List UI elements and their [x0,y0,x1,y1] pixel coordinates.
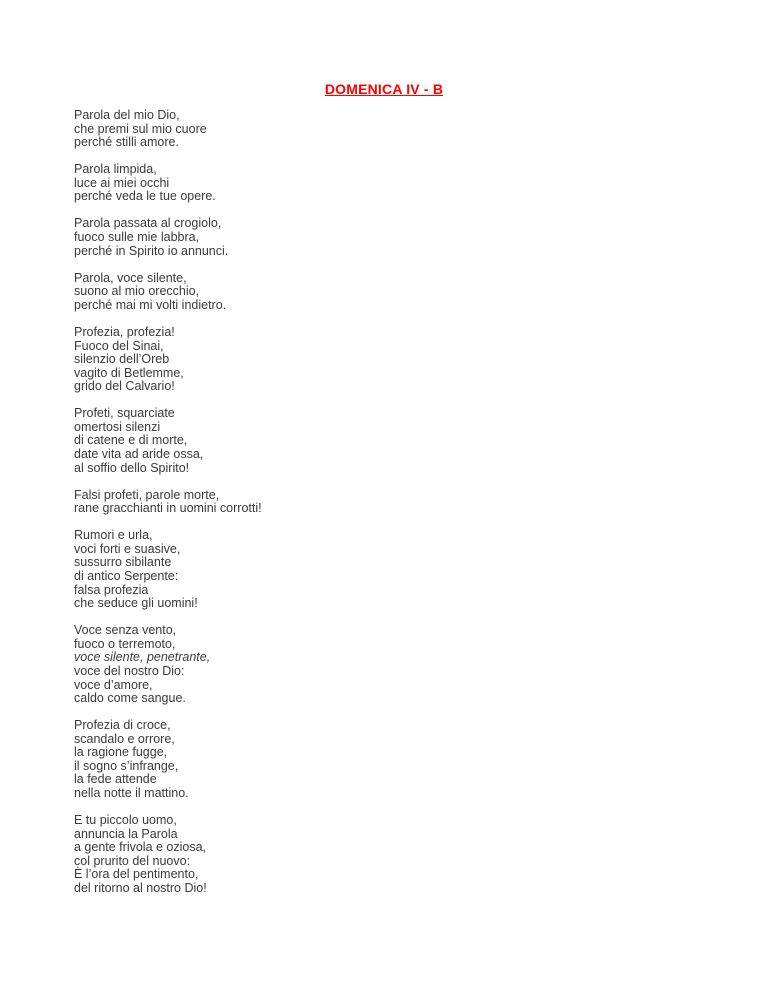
poem-line: del ritorno al nostro Dio! [74,880,207,895]
poem-stanza [74,407,494,475]
poem-stanza [74,109,494,150]
poem-line: voci forti e suasive, [74,541,181,556]
poem-line: a gente frivola e oziosa, [74,840,207,855]
poem-line: Falsi profeti, parole morte, [74,487,220,502]
poem-stanza [74,814,494,895]
poem-line: voce silente, penetrante, [74,650,211,665]
poem-line: Parola passata al crogiolo, [74,216,222,231]
poem-line: il sogno s’infrange, [74,758,179,773]
poem-stanza [74,624,494,705]
poem-line: perché mai mi volti indietro. [74,297,227,312]
poem-stanza [74,326,494,394]
poem-line: Voce senza vento, [74,623,177,638]
poem-line: fuoco o terremoto, [74,636,176,651]
poem-line: voce d’amore, [74,677,153,692]
poem-line: omertosi silenzi [74,419,161,434]
poem-line: Profeti, squarciate [74,406,175,421]
poem-line: scandalo e orrore, [74,731,175,746]
poem-line: suono al mio orecchio, [74,284,200,299]
poem-line: Fuoco del Sinai, [74,338,164,353]
poem-line: voce del nostro Dio: [74,663,185,678]
poem-line: Parola, voce silente, [74,270,187,285]
poem-line: perché stilli amore. [74,135,179,150]
poem-line: vagito di Betlemme, [74,365,184,380]
poem-line: di catene e di morte, [74,433,188,448]
poem-body [74,109,494,895]
poem-line: di antico Serpente: [74,569,179,584]
poem-line: annuncia la Parola [74,826,178,841]
poem-stanza [74,272,494,313]
poem-line: Rumori e urla, [74,528,153,543]
poem-stanza [74,719,494,800]
poem-line: grido del Calvario! [74,379,175,394]
poem-line: caldo come sangue. [74,691,186,706]
poem-line: che seduce gli uomini! [74,596,198,611]
poem-line: Profezia, profezia! [74,324,175,339]
poem-line: luce ai miei occhi [74,175,170,190]
poem-line: Parola del mio Dio, [74,108,180,122]
poem-line: falsa profezia [74,582,149,597]
poem-stanza [74,163,494,204]
poem-line: nella notte il mattino. [74,785,189,800]
poem-line: fuoco sulle mie labbra, [74,230,200,245]
poem-stanza [74,489,494,516]
poem-line: che premi sul mio cuore [74,121,207,136]
poem-line: Profezia di croce, [74,718,171,733]
poem-line: Parola limpida, [74,162,157,177]
page-title: DOMENICA IV - B [324,81,444,97]
poem-line: la ragione fugge, [74,745,168,760]
poem-line: al soffio dello Spirito! [74,460,190,475]
poem-line: col prurito del nuovo: [74,853,191,868]
poem-line: È l’ora del pentimento, [74,867,199,882]
poem-line: rane gracchianti in uomini corrotti! [74,501,262,516]
poem-line: perché veda le tue opere. [74,189,216,204]
poem-stanza [74,529,494,610]
poem-stanza [74,217,494,258]
poem-line: E tu piccolo uomo, [74,813,177,828]
poem-line: date vita ad aride ossa, [74,446,204,461]
poem-line: la fede attende [74,772,157,787]
poem-line: perché in Spirito io annunci. [74,243,229,258]
poem-line: silenzio dell’Oreb [74,352,170,367]
poem-line: sussurro sibilante [74,555,172,570]
